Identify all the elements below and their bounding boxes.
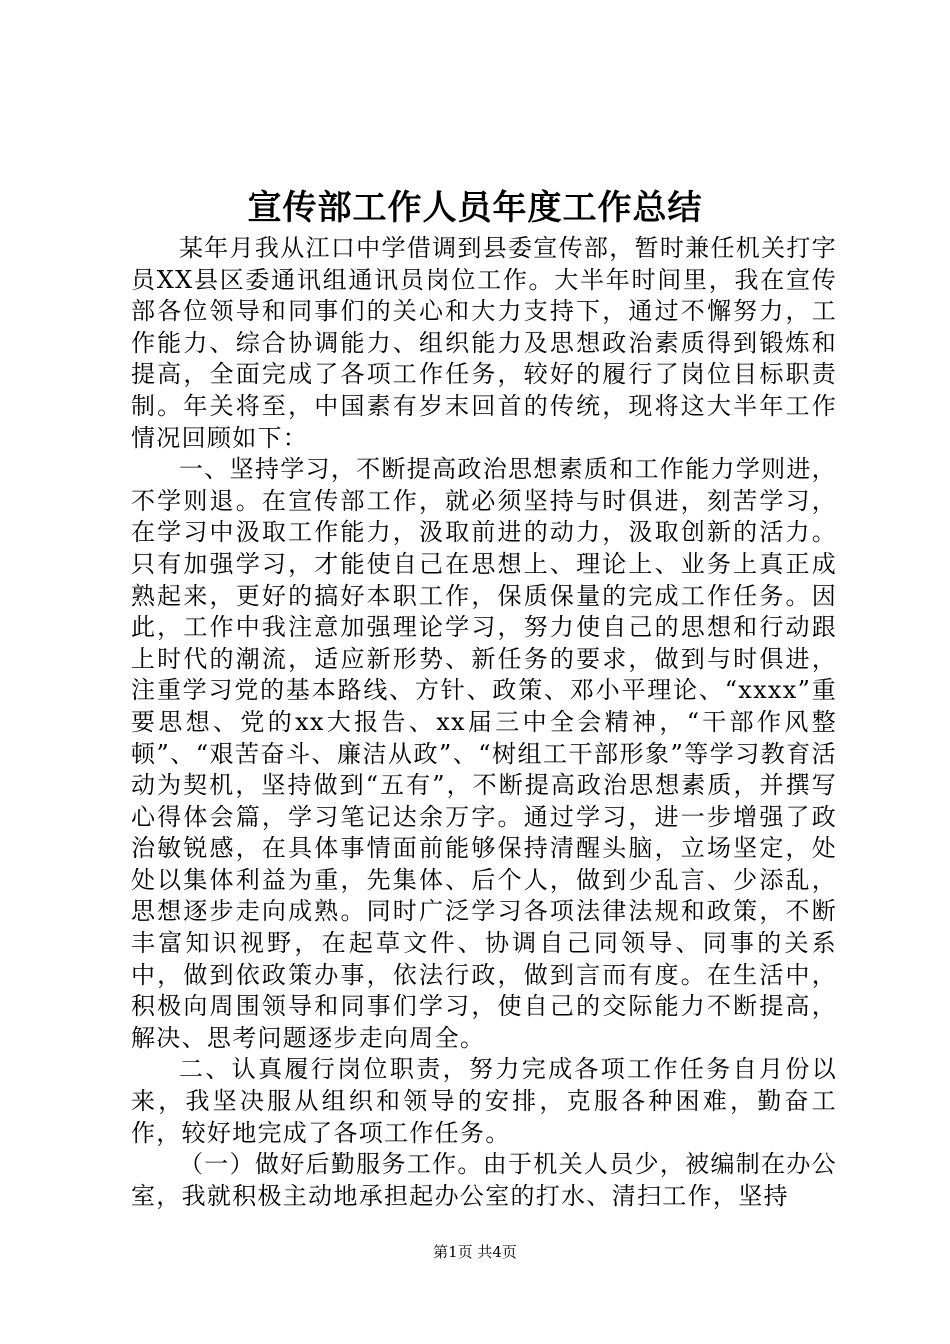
paragraph-intro: 某年月我从江口中学借调到县委宣传部，暂时兼任机关打字员XX县区委通讯组通讯员岗位工作。大半年时间里，我在宣传部各位领导和同事们的关心和大力支持下，通过不懈努力，工作能力、综合协调能力、组织能力及思想政治素质得到锻炼和提高，全面完成了各项工作任务，较好的履行了岗位目标职责制。年关将至，中国素有岁末回首的传统，现将这大半年工作情况回顾如下： [131,234,837,452]
page-footer: 第1页 共4页 [433,1243,517,1261]
paragraph-section-2: 二、认真履行岗位职责，努力完成各项工作任务自月份以来，我坚决服从组织和领导的安排，克服各种困难，勤奋工作，较好地完成了各项工作任务。 [131,1055,837,1147]
paragraph-section-1: 一、坚持学习，不断提高政治思想素质和工作能力学则进，不学则退。在宣传部工作，就必须坚持与时俱进，刻苦学习，在学习中汲取工作能力，汲取前进的动力，汲取创新的活力。只有加强学习，才能使自己在思想上、理论上、业务上真正成熟起来，更好的搞好本职工作，保质保量的完成工作任务。因此，工作中我注意加强理论学习，努力使自己的思想和行动跟上时代的潮流，适应新形势、新任务的要求，做到与时俱进，注重学习党的基本路线、方针、政策、邓小平理论、“xxxx”重要思想、党的xx大报告、xx届三中全会精神，“干部作风整顿”、“艰苦奋斗、廉洁从政”、“树组工干部形象”等学习教育活动为契机，坚持做到“五有”，不断提高政治思想素质，并撰写心得体会篇，学习笔记达余万字。通过学习，进一步增强了政治敏锐感，在具体事情面前能够保持清醒头脑，立场坚定，处处以集体利益为重，先集体、后个人，做到少乱言、少添乱，思想逐步走向成熟。同时广泛学习各项法律法规和政策，不断丰富知识视野，在起草文件、协调自己同领导、同事的关系中，做到依政策办事，依法行政，做到言而有度。在生活中，积极向周围领导和同事们学习，使自己的交际能力不断提高，解决、思考问题逐步走向周全。 [131,455,837,1052]
paragraph-subsection-1: （一）做好后勤服务工作。由于机关人员少，被编制在办公室，我就积极主动地承担起办公室的打水、清扫工作，坚持 [131,1150,837,1210]
document-title: 宣传部工作人员年度工作总结 [247,188,703,228]
document-body [131,233,837,1212]
